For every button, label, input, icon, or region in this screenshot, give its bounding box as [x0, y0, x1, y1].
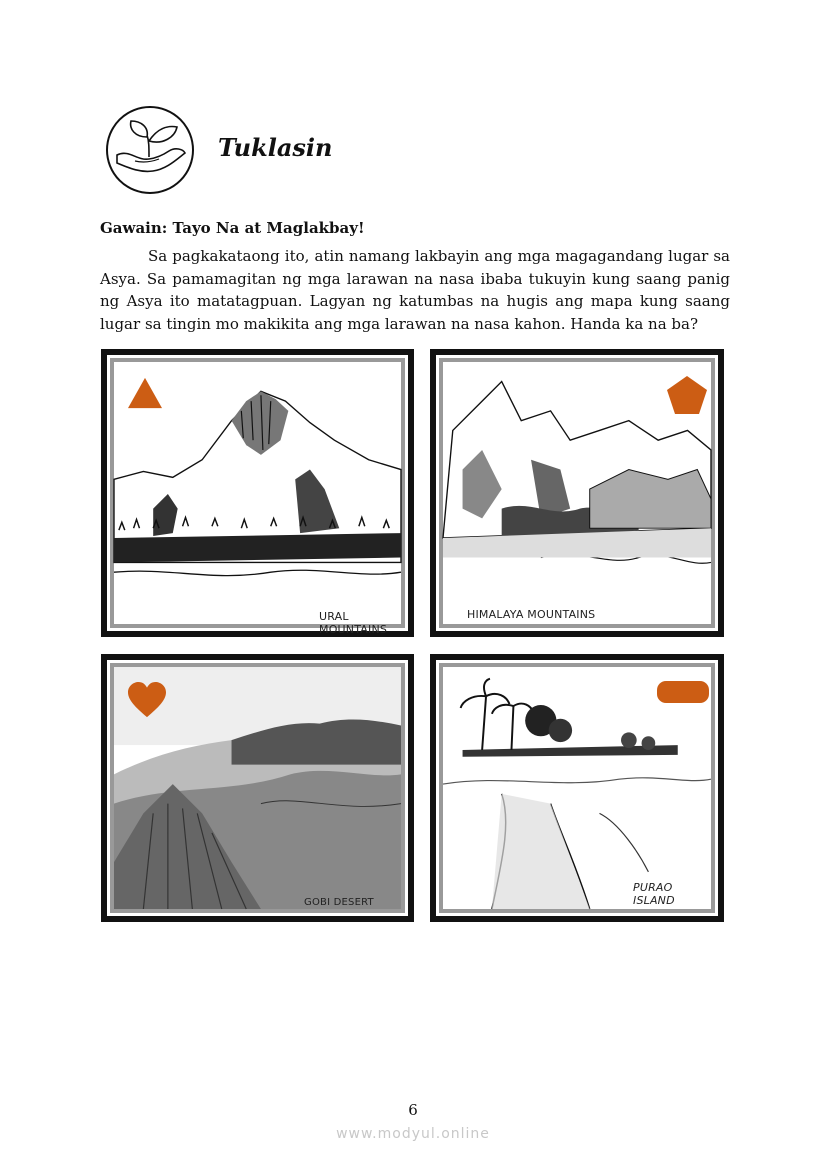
plant-in-hand-icon [105, 105, 195, 195]
rounded-rectangle-shape-icon [657, 681, 709, 703]
triangle-shape-icon [126, 376, 164, 410]
activity-instructions: Sa pagkakataong ito, atin namang lakbayin ang mga magagandang lugar sa Asya. Sa pamamagitan ng mga larawan na nasa ibaba tukuyin kung saang panig ng Asya ito matatagpuan. Lagyan ng katumbas na hugis ang mapa kung saang lugar sa tingin mo makikita ang mga larawan na nasa kahon. Handa ka na ba? [100, 247, 730, 333]
page-number: 6 [408, 1101, 418, 1119]
picture-card-purao [430, 654, 724, 922]
picture-caption: HIMALAYA MOUNTAINS [467, 608, 596, 621]
section-title: Tuklasin [218, 133, 333, 162]
activity-heading: Gawain: Tayo Na at Maglakbay! [100, 219, 365, 237]
pentagon-shape-icon [665, 374, 709, 416]
heart-shape-icon [126, 681, 168, 719]
picture-card-himalaya [430, 349, 724, 637]
picture-caption: URAL MOUNTAINS [319, 610, 388, 636]
picture-card-gobi [101, 654, 414, 922]
watermark: www.modyul.online [336, 1126, 490, 1142]
picture-card-ural [101, 349, 414, 637]
picture-caption: PURAO ISLAND [633, 881, 675, 907]
picture-caption: GOBI DESERT [304, 897, 374, 908]
purao-island-drawing [443, 667, 711, 909]
